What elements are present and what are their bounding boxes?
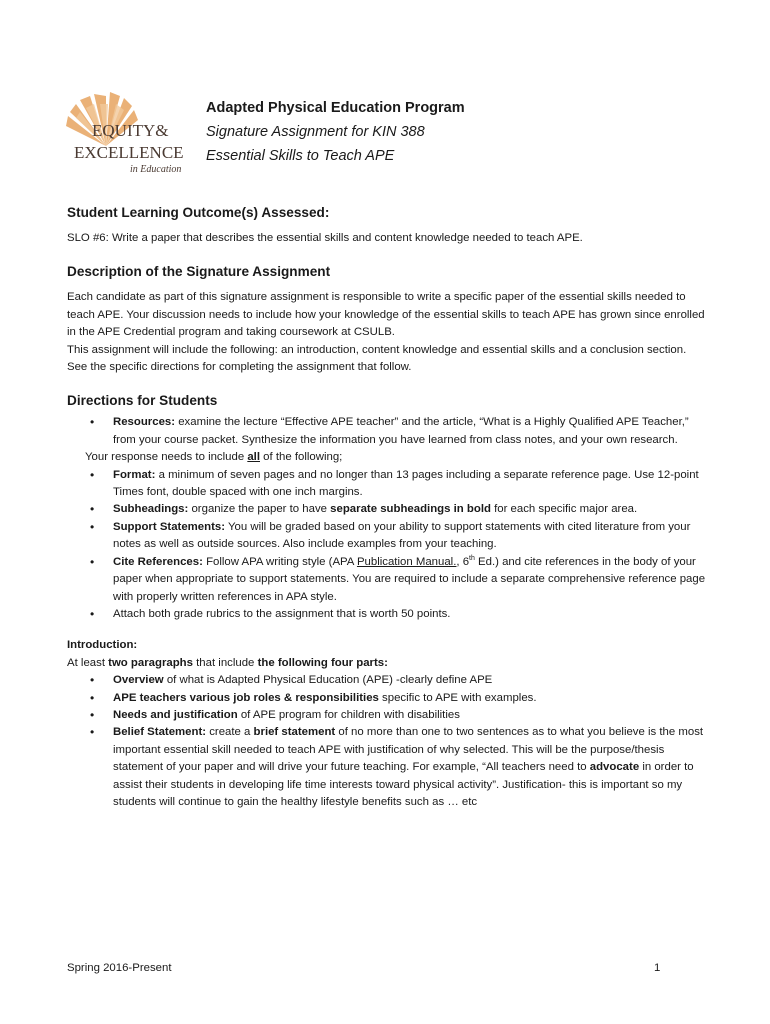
directions-list-2 bbox=[67, 467, 707, 624]
svg-text:in Education: in Education bbox=[130, 164, 182, 175]
document-body bbox=[67, 202, 707, 811]
program-title: Adapted Physical Education Program bbox=[206, 100, 465, 116]
document-header bbox=[206, 96, 465, 168]
footer-term: Spring 2016-Present bbox=[67, 962, 172, 974]
svg-text:EQUITY&: EQUITY& bbox=[92, 121, 169, 140]
introduction-list bbox=[67, 672, 707, 811]
list-item: • Belief Statement: create a brief statement of no more than one to two sentences as to what you believe is the most important essential skill needed to teach APE with justification of why selected. This will be the purpose/thesis statement of your paper and will drive your future teaching. For example, “All teachers need to advocate in order to assist their students in developing life time interests toward physical activity”. Justification- this is important so my students will continue to gain the healthy lifestyle benefits such as … etc bbox=[67, 724, 707, 811]
list-item: • Needs and justification of APE program for children with disabilities bbox=[67, 707, 707, 724]
sunburst-logo-icon bbox=[66, 86, 200, 176]
include-all-text: Your response needs to include all of the following; bbox=[85, 451, 343, 464]
description-heading: Description of the Signature Assignment bbox=[67, 264, 331, 280]
equity-excellence-logo bbox=[66, 86, 200, 176]
list-item: • Support Statements: You will be graded based on your ability to support statements with cited literature from your notes as well as outside sources. Also include examples from your teaching. bbox=[67, 519, 707, 554]
svg-text:EXCELLENCE: EXCELLENCE bbox=[74, 143, 184, 162]
page-number: 1 bbox=[654, 962, 661, 974]
description-paragraph-1: Each candidate as part of this signature assignment is responsible to write a specific paper of the essential skills needed to teach APE. Your discussion needs to include how your knowledge of the essential skills to teach APE has grown since enrolled in the APE Credential program and taking coursework at CSULB. bbox=[67, 291, 705, 339]
description-paragraph-2: This assignment will include the following: an introduction, content knowledge and essential skills and a conclusion section. See the specific directions for completing the assignment that follow. bbox=[67, 343, 687, 374]
directions-heading: Directions for Students bbox=[67, 393, 218, 409]
list-item: • Subheadings: organize the paper to have separate subheadings in bold for each specific major area. bbox=[67, 501, 707, 518]
list-item: • Format: a minimum of seven pages and no longer than 13 pages including a separate reference page. Use 12-point Times font, double spaced with one inch margins. bbox=[67, 467, 707, 502]
introduction-heading: Introduction: bbox=[67, 639, 138, 652]
list-item: • Cite References: Follow APA writing style (APA Publication Manual., 6th Ed.) and cite references in the body of your paper when appropriate to support statements. You are required to include a separate comprehensive reference page with properly written references in APA style. bbox=[67, 554, 707, 606]
list-item: • Resources: examine the lecture “Effective APE teacher” and the article, “What is a Highly Qualified APE Teacher,” from your course packet. Synthesize the information you have learned from class notes, and your own research. bbox=[67, 414, 707, 449]
list-item: • Overview of what is Adapted Physical Education (APE) -clearly define APE bbox=[67, 672, 707, 689]
introduction-lead: At least two paragraphs that include the following four parts: bbox=[67, 656, 388, 669]
slo-text: SLO #6: Write a paper that describes the essential skills and content knowledge needed to teach APE. bbox=[67, 232, 583, 244]
list-item: • Attach both grade rubrics to the assignment that is worth 50 points. bbox=[67, 606, 707, 623]
assignment-topic: Essential Skills to Teach APE bbox=[206, 148, 395, 164]
directions-list-1 bbox=[67, 414, 707, 449]
assignment-title: Signature Assignment for KIN 388 bbox=[206, 124, 425, 140]
slo-heading: Student Learning Outcome(s) Assessed: bbox=[67, 205, 330, 220]
list-item: • APE teachers various job roles & responsibilities specific to APE with examples. bbox=[67, 690, 707, 707]
